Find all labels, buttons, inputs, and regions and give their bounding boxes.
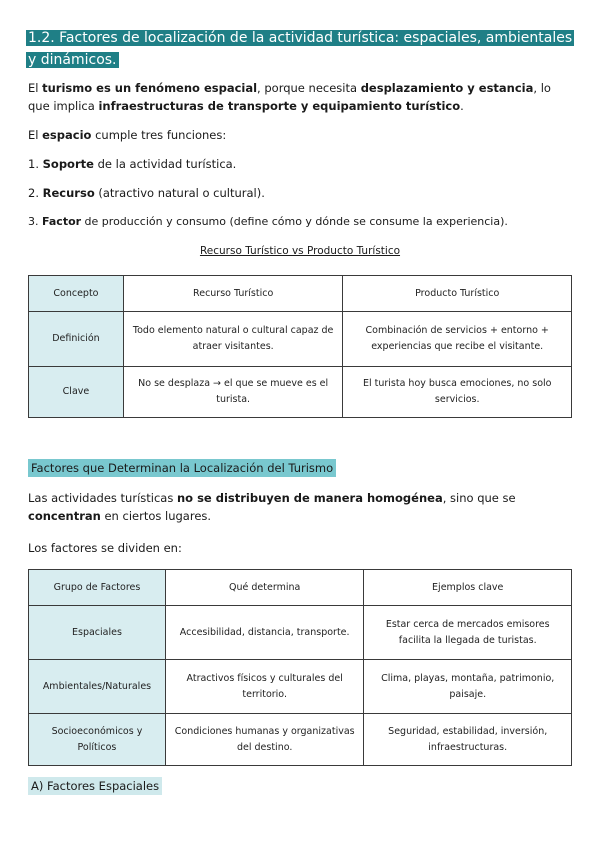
factores-table xyxy=(28,569,572,766)
dist-text-1: Las actividades turísticas xyxy=(28,491,177,505)
subsection-heading-text: A) Factores Espaciales xyxy=(28,777,162,795)
table-header-cell: Recurso Turístico xyxy=(123,276,343,312)
function-item-3 xyxy=(28,213,576,231)
table-cell: Accesibilidad, distancia, transporte. xyxy=(165,606,364,660)
function-item-1 xyxy=(28,155,576,173)
table-header-cell: Qué determina xyxy=(165,570,364,606)
recurso-producto-table xyxy=(28,275,572,418)
table-cell: Todo elemento natural o cultural capaz de atraer visitantes. xyxy=(123,312,343,367)
table-cell: Espaciales xyxy=(29,606,166,660)
page-title xyxy=(26,27,578,71)
intro-bold-3: infraestructuras de transporte y equipamiento turístico xyxy=(98,99,461,113)
dist-text-2: , sino que se xyxy=(442,491,516,505)
table-header-row xyxy=(29,570,572,606)
intro-paragraph xyxy=(28,79,576,115)
function-text-2: (atractivo natural o cultural). xyxy=(94,186,265,200)
table-cell: No se desplaza → el que se mueve es el turista. xyxy=(123,367,343,418)
dist-text-3: en ciertos lugares. xyxy=(100,509,212,523)
section-heading xyxy=(28,461,336,475)
table-header-row xyxy=(29,276,572,312)
function-text-1: de la actividad turística. xyxy=(93,157,237,171)
function-num-3: 3. xyxy=(28,215,42,228)
table-cell: Definición xyxy=(29,312,124,367)
function-bold-1: Soporte xyxy=(42,157,94,171)
table-row xyxy=(29,312,572,367)
table-header-cell: Grupo de Factores xyxy=(29,570,166,606)
space-text-1: El xyxy=(28,128,43,142)
dist-bold-1: no se distribuyen de manera homogénea xyxy=(176,491,443,505)
intro-text-2: , porque necesita xyxy=(257,81,361,95)
function-num-2: 2. xyxy=(28,186,43,200)
function-bold-3: Factor xyxy=(42,215,82,228)
intro-text-1: El xyxy=(28,81,43,95)
table-cell: Clima, playas, montaña, patrimonio, paisaje. xyxy=(364,660,572,714)
function-num-1: 1. xyxy=(28,157,43,171)
table-row xyxy=(29,714,572,766)
function-bold-2: Recurso xyxy=(42,186,95,200)
table-row xyxy=(29,367,572,418)
function-item-2 xyxy=(28,184,576,202)
intro-text-3: , lo que implica xyxy=(28,81,551,113)
page-title-text: 1.2. Factores de localización de la actividad turística: espaciales, ambientales y dinámicos. xyxy=(28,30,573,68)
space-paragraph xyxy=(28,126,576,144)
table-cell: Clave xyxy=(29,367,124,418)
section-heading-text: Factores que Determinan la Localización del Turismo xyxy=(28,459,336,477)
intro-text-4: . xyxy=(460,99,464,113)
intro-bold-2: desplazamiento y estancia xyxy=(360,81,534,95)
table-cell: Seguridad, estabilidad, inversión, infraestructuras. xyxy=(364,714,572,766)
table-row xyxy=(29,660,572,714)
table-row xyxy=(29,606,572,660)
table-header-cell: Concepto xyxy=(29,276,124,312)
table-cell: El turista hoy busca emociones, no solo servicios. xyxy=(343,367,572,418)
table-cell: Ambientales/Naturales xyxy=(29,660,166,714)
dist-bold-2: concentran xyxy=(28,509,101,523)
table-cell: Estar cerca de mercados emisores facilita la llegada de turistas. xyxy=(364,606,572,660)
subsection-heading xyxy=(28,779,162,793)
table1-caption: Recurso Turístico vs Producto Turístico xyxy=(199,245,401,257)
function-text-3: de producción y consumo (define cómo y dónde se consume la experiencia). xyxy=(81,215,508,228)
space-bold: espacio xyxy=(42,128,92,142)
table-cell: Combinación de servicios + entorno + experiencias que recibe el visitante. xyxy=(343,312,572,367)
intro-bold-1: turismo es un fenómeno espacial xyxy=(42,81,258,95)
table-header-cell: Ejemplos clave xyxy=(364,570,572,606)
space-text-2: cumple tres funciones: xyxy=(91,128,227,142)
table-cell: Socioeconómicos y Políticos xyxy=(29,714,166,766)
table-cell: Atractivos físicos y culturales del territorio. xyxy=(165,660,364,714)
table-cell: Condiciones humanas y organizativas del destino. xyxy=(165,714,364,766)
table-header-cell: Producto Turístico xyxy=(343,276,572,312)
distribution-paragraph xyxy=(28,489,576,525)
factors-intro: Los factores se dividen en: xyxy=(28,541,182,555)
